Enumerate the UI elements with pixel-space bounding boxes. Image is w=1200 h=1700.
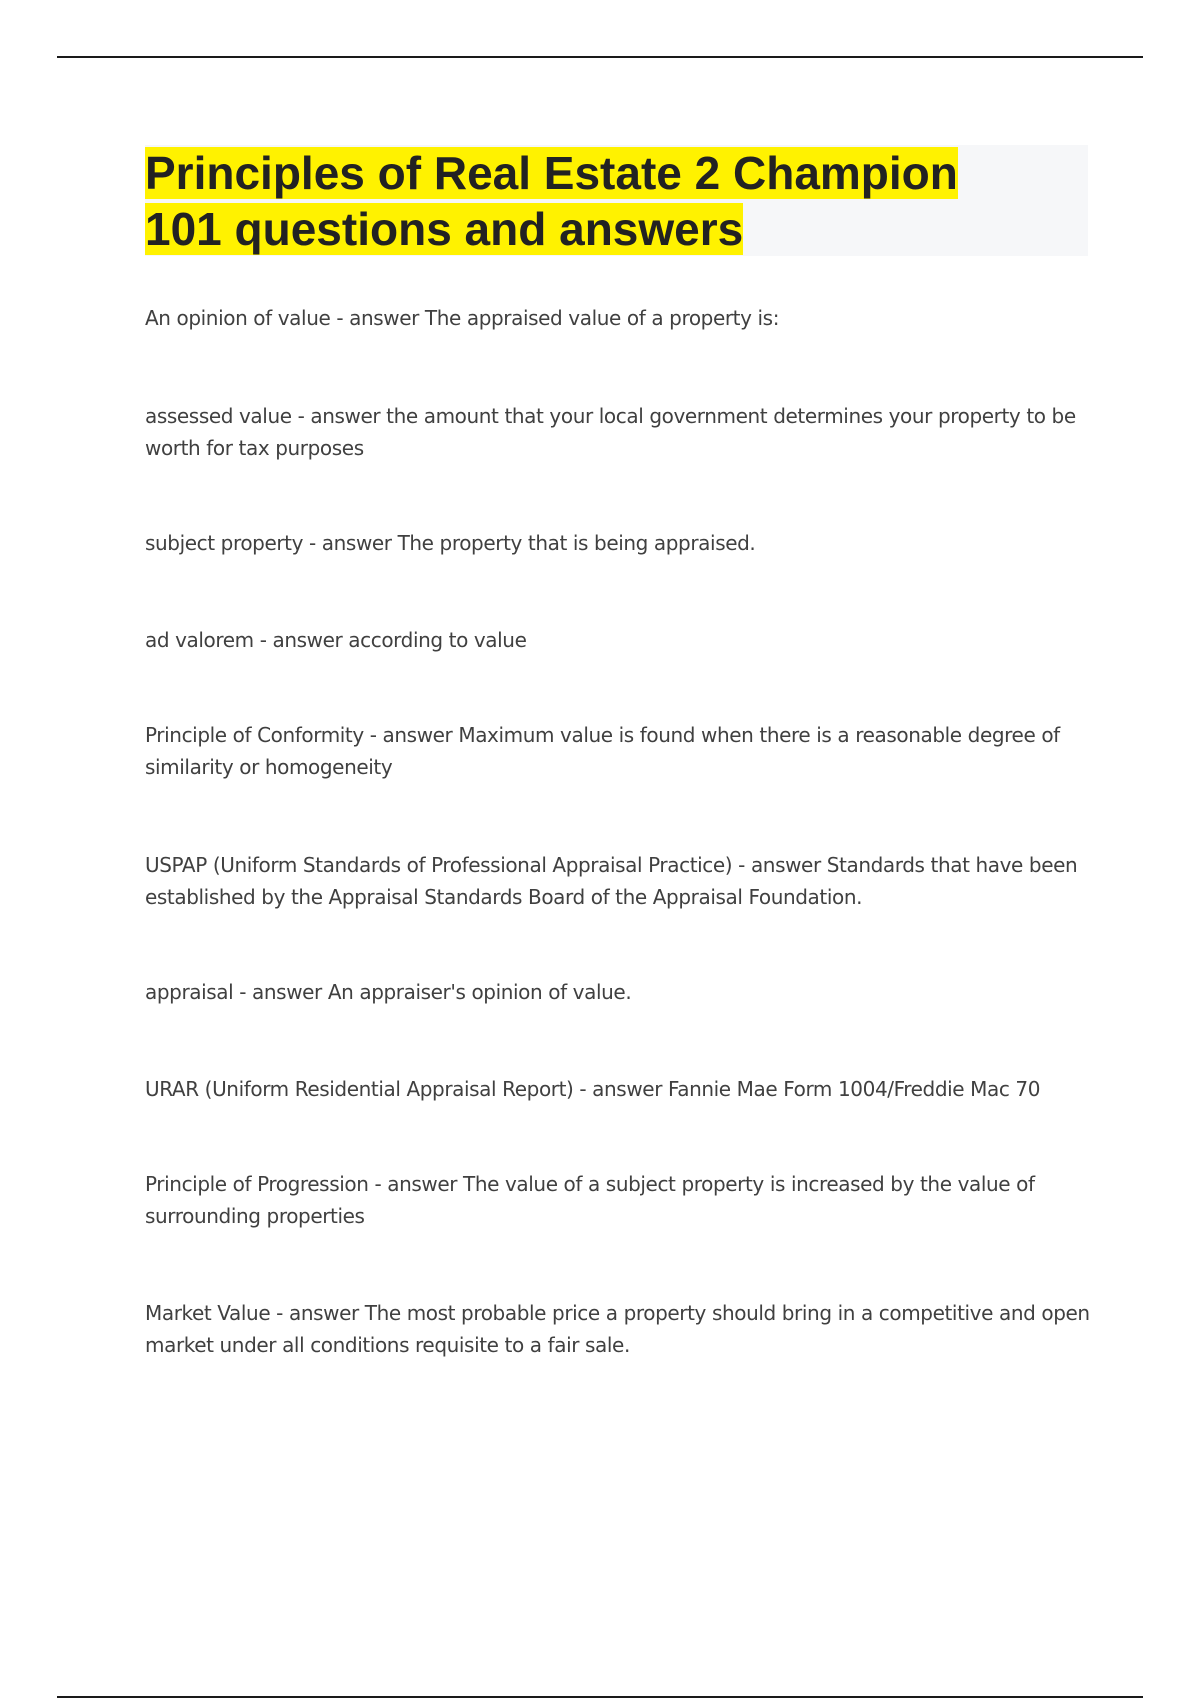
- qa-item: URAR (Uniform Residential Appraisal Report) - answer Fannie Mae Form 1004/Freddie Mac 70: [145, 1077, 1041, 1101]
- qa-item: appraisal - answer An appraiser's opinion of value.: [145, 980, 632, 1004]
- qa-item: Market Value - answer The most probable price a property should bring in a competitive and open market under all conditions requisite to a fair sale.: [145, 1301, 1090, 1357]
- qa-item: subject property - answer The property that is being appraised.: [145, 531, 756, 555]
- qa-item: USPAP (Uniform Standards of Professional Appraisal Practice) - answer Standards that have been established by the Appraisal Standards Board of the Appraisal Foundation.: [145, 853, 1078, 909]
- title-block: [145, 145, 1088, 256]
- title-line-2: 101 questions and answers: [145, 203, 744, 255]
- top-rule: [57, 56, 1143, 58]
- bottom-rule: [57, 1696, 1143, 1698]
- document-title: [145, 145, 1088, 257]
- qa-item: ad valorem - answer according to value: [145, 628, 527, 652]
- qa-item: Principle of Conformity - answer Maximum value is found when there is a reasonable degree of similarity or homogeneity: [145, 723, 1060, 779]
- qa-item: assessed value - answer the amount that your local government determines your property to be worth for tax purposes: [145, 404, 1076, 460]
- title-line-1: Principles of Real Estate 2 Champion: [145, 147, 958, 199]
- qa-item: Principle of Progression - answer The value of a subject property is increased by the value of surrounding properties: [145, 1172, 1035, 1228]
- qa-item: An opinion of value - answer The appraised value of a property is:: [145, 306, 780, 330]
